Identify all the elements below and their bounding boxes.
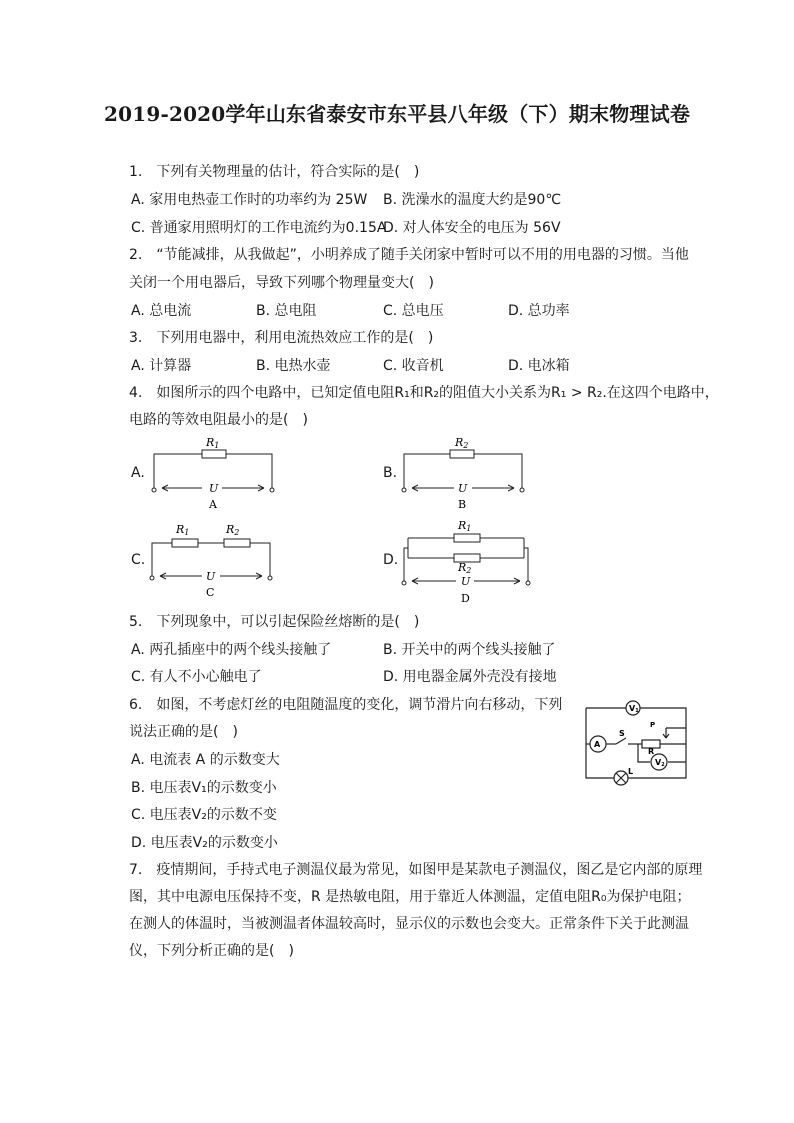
q4-option-b-label: B. (383, 465, 398, 481)
q1-option-d: D. 对人体安全的电压为 56V (383, 220, 561, 236)
circuit-b-caption: B (458, 498, 467, 511)
circuit-d (398, 515, 533, 607)
q6-option-a: A. 电流表 A 的示数变大 (131, 752, 280, 768)
circuit-c (146, 518, 276, 600)
q6-option-b: B. 电压表V₁的示数变小 (131, 780, 277, 796)
q2-option-a: A. 总电流 (131, 303, 192, 319)
q1-option-b: B. 洗澡水的温度大约是90℃ (383, 192, 562, 208)
circuit-a-caption: A (209, 498, 217, 511)
q2-option-b: B. 总电阻 (256, 303, 317, 319)
circuit-d-r2-label: R2 (458, 561, 472, 575)
q4-stem-line1: 4. 如图所示的四个电路中，已知定值电阻R₁和R₂的阻值大小关系为R₁ > R₂.在这四个电路中， (129, 385, 719, 401)
q6-stem-line1: 6. 如图，不考虑灯丝的电阻随温度的变化，调节滑片向右移动，下列 (129, 697, 563, 713)
circuit-a-u-label: U (209, 482, 219, 495)
page-title: 2019-2020学年山东省泰安市东平县八年级（下）期末物理试卷 (103, 102, 691, 126)
circuit-c-r1-label: R1 (176, 523, 190, 537)
q5-option-c: C. 有人不小心触电了 (131, 669, 262, 685)
circuit-c-r2-label: R2 (226, 523, 240, 537)
q1-option-a: A. 家用电热壶工作时的功率约为 25W (131, 192, 368, 208)
q2-option-d: D. 总功率 (508, 303, 570, 319)
circuit-b (398, 432, 528, 512)
q7-line2: 图，其中电源电压保持不变，R 是热敏电阻，用于靠近人体测温，定值电阻R₀为保护电阻； (129, 889, 691, 905)
circuit-a (148, 432, 278, 512)
q4-option-a-label: A. (131, 465, 145, 481)
circuit-c-u-label: U (206, 570, 216, 583)
q7-line3: 在测人的体温时，当被测温者体温较高时，显示仪的示数也会变大。正常条件下关于此测温 (129, 916, 689, 932)
q6-option-d: D. 电压表V₂的示数变小 (131, 835, 278, 851)
q7-line1: 7. 疫情期间，手持式电子测温仪最为常见，如图甲是某款电子测温仪，图乙是它内部的原理 (129, 862, 703, 878)
q6-ammeter-label: A (594, 740, 601, 749)
q1-option-c: C. 普通家用照明灯的工作电流约为0.15A (131, 220, 387, 236)
q5-option-a: A. 两孔插座中的两个线头接触了 (131, 642, 332, 658)
q6-circuit-figure (582, 696, 692, 788)
circuit-b-u-label: U (458, 482, 468, 495)
q4-option-c-label: C. (131, 552, 146, 568)
circuit-d-r1-label: R1 (458, 519, 472, 533)
q6-lamp-label: L (628, 767, 634, 776)
circuit-d-u-label: U (461, 575, 471, 588)
q5-option-d: D. 用电器金属外壳没有接地 (383, 669, 557, 685)
q5-stem: 5. 下列现象中，可以引起保险丝熔断的是( ) (129, 614, 420, 630)
q3-option-d: D. 电冰箱 (508, 358, 570, 374)
q6-stem-line2: 说法正确的是( ) (129, 724, 238, 740)
q3-option-b: B. 电热水壶 (256, 358, 331, 374)
q3-option-c: C. 收音机 (383, 358, 444, 374)
q6-v2-label: V2 (655, 758, 665, 768)
q2-stem-line2: 关闭一个用电器后，导致下列哪个物理量变大( ) (129, 275, 434, 291)
circuit-b-r2-label: R2 (455, 436, 469, 450)
q1-stem: 1. 下列有关物理量的估计，符合实际的是( ) (129, 164, 420, 180)
q6-switch-label: S (619, 729, 625, 738)
circuit-c-caption: C (206, 586, 215, 599)
q4-option-d-label: D. (383, 552, 399, 568)
q7-line4: 仪，下列分析正确的是( ) (129, 943, 294, 959)
q3-stem: 3. 下列用电器中，利用电流热效应工作的是( ) (129, 330, 434, 346)
q4-stem-line2: 电路的等效电阻最小的是( ) (129, 412, 308, 428)
q2-stem-line1: 2. “节能减排，从我做起”，小明养成了随手关闭家中暂时可以不用的用电器的习惯。当他 (129, 247, 689, 263)
q6-rheostat-label: R (648, 747, 655, 756)
circuit-a-r1-label: R1 (206, 436, 220, 450)
q2-option-c: C. 总电压 (383, 303, 444, 319)
q6-v1-label: V1 (629, 704, 639, 714)
circuit-d-caption: D (461, 592, 470, 605)
q6-slider-label: P (650, 721, 656, 729)
q6-option-c: C. 电压表V₂的示数不变 (131, 807, 277, 823)
q3-option-a: A. 计算器 (131, 358, 192, 374)
q5-option-b: B. 开关中的两个线头接触了 (383, 642, 556, 658)
